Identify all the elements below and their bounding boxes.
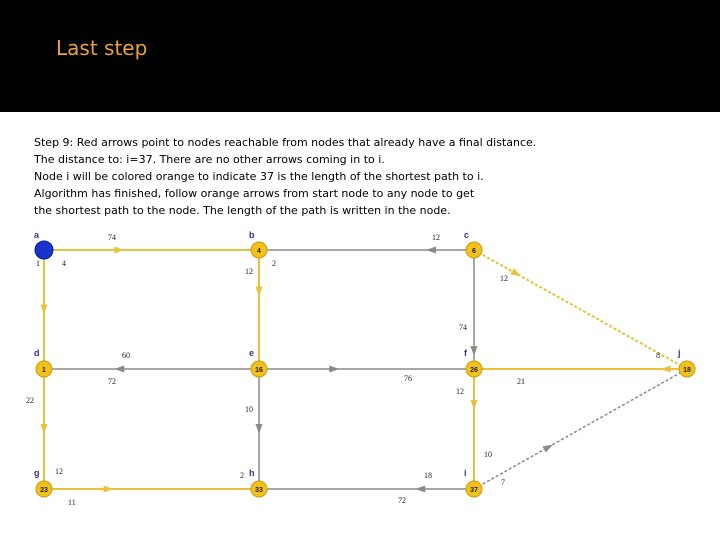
arrowhead-d-g — [41, 424, 48, 434]
arrowhead-d-e — [114, 366, 124, 373]
edge-weight-label: 4 — [62, 259, 66, 268]
edge-weight-label: 12 — [432, 233, 440, 242]
edge-weight-label: 74 — [459, 323, 467, 332]
edge-weight-label: 72 — [398, 496, 406, 505]
node-label: e — [249, 348, 255, 358]
edge-weight-label: 60 — [122, 351, 130, 360]
arrowhead-c-j — [511, 268, 521, 276]
node-h — [249, 468, 267, 497]
arrowhead-e-f — [329, 366, 339, 373]
arrowhead-a-b — [114, 247, 124, 254]
edge-weight-label: 2 — [240, 471, 244, 480]
node-label: d — [34, 348, 40, 358]
edge-weight-label: 8 — [656, 351, 660, 360]
arrowhead-h-i — [415, 486, 425, 493]
description-line: the shortest path to the node. The length of the path is written in the node. — [34, 204, 451, 217]
slide-title: Last step — [56, 36, 148, 60]
node-b — [249, 230, 267, 258]
arrowhead-b-e — [256, 287, 263, 297]
node-label: g — [34, 468, 40, 478]
edge-weight-label: 10 — [245, 405, 253, 414]
node-c — [464, 230, 482, 258]
edge-weight-label: 18 — [424, 471, 432, 480]
arrowhead-a-d — [41, 305, 48, 315]
edge-weight-label: 12 — [456, 387, 464, 396]
node-distance: 16 — [255, 367, 263, 374]
node-distance: 4 — [257, 248, 261, 255]
edge-weight-label: 12 — [500, 274, 508, 283]
node-distance: 23 — [40, 487, 48, 494]
node-j — [677, 348, 695, 377]
node-distance: 1 — [42, 367, 46, 374]
edge-weight-label: 2 — [272, 259, 276, 268]
node-label: j — [678, 348, 681, 358]
node-label: a — [34, 230, 40, 240]
node-distance: 33 — [255, 487, 263, 494]
edge-weight-label: 12 — [55, 467, 63, 476]
description-line: Algorithm has finished, follow orange arrows from start node to any node to get — [34, 187, 475, 200]
node-label: b — [249, 230, 255, 240]
arrowhead-f-i — [471, 400, 478, 410]
description-line: Node i will be colored orange to indicate 37 is the length of the shortest path to i. — [34, 170, 484, 183]
edge-weight-label: 11 — [68, 498, 76, 507]
edge-weight-label: 74 — [108, 233, 116, 242]
description-line: Step 9: Red arrows point to nodes reachable from nodes that already have a final distance. — [34, 136, 537, 149]
edge-i-j — [474, 369, 687, 489]
arrowhead-f-j — [661, 366, 671, 373]
node-distance: 37 — [470, 487, 478, 494]
edge-weight-label: 1 — [36, 259, 40, 268]
node-circle — [35, 241, 53, 259]
edge-weight-label: 72 — [108, 377, 116, 386]
arrowhead-e-h — [256, 424, 263, 434]
edge-weight-label: 7 — [501, 478, 505, 487]
arrowhead-i-j — [542, 445, 552, 453]
node-label: i — [464, 468, 467, 478]
edge-weight-label: 21 — [517, 377, 525, 386]
node-label: f — [464, 348, 467, 358]
arrowhead-g-h — [104, 486, 114, 493]
node-distance: 6 — [472, 248, 476, 255]
arrowhead-c-f — [471, 346, 478, 356]
node-distance: 26 — [470, 367, 478, 374]
edge-weight-label: 76 — [404, 374, 412, 383]
edge-weight-label: 10 — [484, 450, 492, 459]
description-line: The distance to: i=37. There are no other arrows coming in to i. — [34, 153, 385, 166]
node-label: h — [249, 468, 255, 478]
arrowhead-b-c — [426, 247, 436, 254]
node-distance: 18 — [683, 367, 691, 374]
edge-weight-label: 22 — [26, 396, 34, 405]
edge-weight-label: 12 — [245, 267, 253, 276]
node-a — [34, 230, 53, 259]
node-label: c — [464, 230, 470, 240]
